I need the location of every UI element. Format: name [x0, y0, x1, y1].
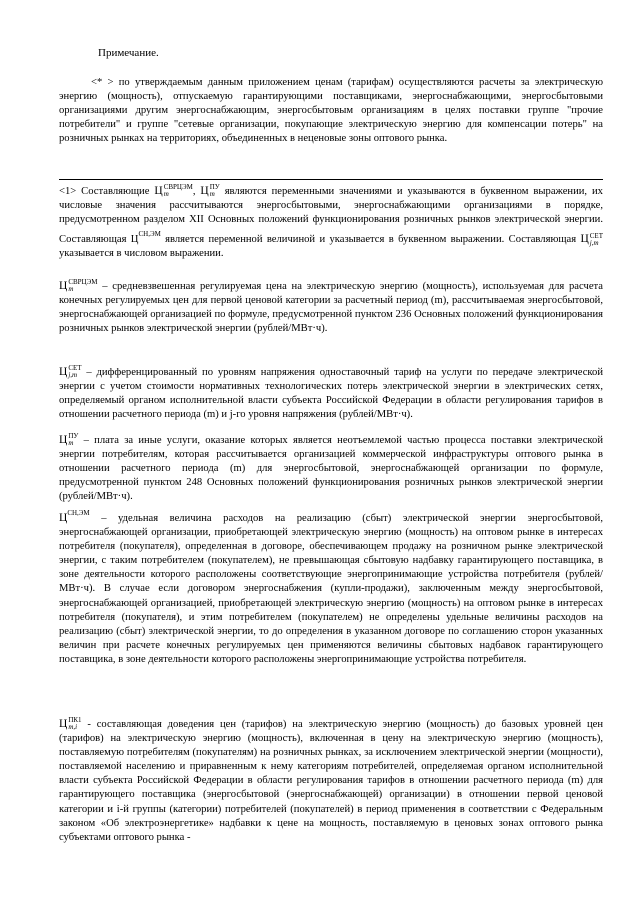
note-paragraph: <* > по утверждаемым данным приложением ценам (тарифам) осуществляются расчеты за электрическую энергию (мощность), отпускаемую гарантирующими поставщиками, энергоснабжающими, энергосбытовыми организациями другим энергоснабжающим, энергосбытовым организациям в целях поставки группе "прочие потребители" и группе "сетевые организации, покупающие электрическую энергию для компенсации потерь" на розничных рынках на территориях, объединенных в неценовые зоны оптового рынка. [59, 77, 603, 145]
footnote-1-text-a: <1> Составляющие [59, 186, 150, 197]
footnote-1-text-d: указывается в числовом выражении. [59, 248, 224, 260]
definition-svrcem: Ц СВРЦЭМ m – средневзвешенная регулируемая цена на электрическую энергию (мощность), используемая для расчета конечных регулируемых цен для первой ценовой категории за расчетный период (m), рассчитываемая энергосбытовой, энергоснабжающей организацией по формуле, предусмотренной пунктом 236 Основных положений функционирования розничных рынков электрической энергии (рублей/МВт·ч). [59, 278, 603, 335]
definition-pu: Ц ПУ m – плата за иные услуги, оказание которых является неотъемлемой частью процесса поставки электрической энергии потребителям, которая рассчитывается организацией коммерческой инфраструктуры оптового рынка в отношении расчетного периода (m) для энергосбытовой, энергоснабжающей организации по формуле, предусмотренной пунктом 248 Основных положений функционирования розничных рынков электрической энергии (рублей/МВт·ч). [59, 432, 603, 503]
definition-set: Ц СЕТ j,m – дифференцированный по уровням напряжения одноставочный тариф на услуги по передаче электрической энергии с учетом стоимости нормативных технологических потерь электрической энергии в электрических сетях, определяемый органом исполнительной власти субъекта Российской Федерации в области регулирования тарифов в отношении расчетного периода (m) и j-го уровня напряжения (рублей/МВт·ч). [59, 364, 603, 421]
symbol-c-svrcem: Ц СВРЦЭМ m [154, 183, 193, 199]
symbol-c-svrcem-2: Ц СВРЦЭМ m [59, 278, 98, 294]
footnote-1: <1> Составляющие Ц СВРЦЭМ m , Ц ПУ m являются переменными значениями и указываются в буквенном выражении, их числовые значения рассчитываются энергосбытовыми, энергоснабжающими организациями в порядке, предусмотренном разделом XII Основных положений функционирования розничных рынков электрической энергии. Составляющая $Ц^{СН,ЭМ}$ является переменной величиной и указывается в буквенном выражении. Составляющая Ц СЕТ j,m указывается в числовом выражении. [59, 183, 603, 260]
symbol-c-set: Ц СЕТ j,m [580, 231, 603, 247]
footnote-1-text-c: является переменной величиной и указывается в буквенном выражении. Составляющая [165, 234, 577, 246]
symbol-c-pu: Ц ПУ m [200, 183, 220, 199]
symbol-c-set-2: Ц СЕТ j,m [59, 364, 82, 380]
note-title: Примечание. [98, 47, 159, 59]
footnote-1-text-b: являются переменными значениями и указываются в буквенном выражении, их числовые значения рассчитываются энергосбытовыми, энергоснабжающими организациями в порядке, предусмотренном разделом XII Основных положений функционирования розничных рынков электрической энергии. Составляющая Ц [59, 186, 603, 246]
symbol-c-pu-2: Ц ПУ m [59, 432, 79, 448]
definition-sn-em: $Ц^{СН,ЭМ}$ – удельная величина расходов на реализацию (сбыт) электрической энергии энергосбытовой, энергоснабжающей организации, приобретающей электрическую энергию (мощность) на оптовом рынке в интересах потребителя (покупателя), определенная в договоре, обеспечивающем продажу на розничном рынке электрической энергии, с таким потребителем (покупателем), не превышающая сбытовую надбавку гарантирующего поставщика, в зоне деятельности которого расположены соответствующие энергопринимающие устройства потребителя (рублей/МВт·ч). В случае если договором энергоснабжения (купли-продажи), заключенным между энергосбытовой, энергоснабжающей организацией, приобретающей электрическую энергию (мощность) на оптовом рынке в интересах потребителя (покупателя), и этим потребителем (покупателем) не определены удельные величины расходов на реализацию (сбыт) электрической энергии, то до определения в указанном договоре по соглашению сторон указанных величин при расчете конечных регулируемых цен применяются величины сбытовых надбавок гарантирующего поставщика, в зоне деятельности которого расположены энергопринимающие устройства потребителя. [59, 506, 603, 667]
definition-pk1: Ц ПК1 m,i - составляющая доведения цен (тарифов) на электрическую энергию (мощность) до базовых уровней цен (тарифов) на электрическую энергию (мощность), включенная в цену на электрическую энергию (мощность), поставляемую потребителям (покупателям) на розничных рынках, за исключением электрической энергии (мощности), поставляемой населению и приравненным к нему категориям потребителей, определяемая органом исполнительной власти субъекта Российской Федерации в области регулирования тарифов в отношении расчетного периода (m) для гарантирующего поставщика (энергосбытовой (энергоснабжающей) организации) в отношении первой ценовой категории и i-й группы (категории) потребителей (покупателей) в период применения в соответствии с Федеральным законом «Об электроэнергетике» надбавки к цене на мощность, поставляемую в ценовых зонах оптового рынка субъектами оптового рынка - [59, 716, 603, 843]
symbol-c-sn-em: $Ц^{СН,ЭМ}$ [59, 509, 90, 524]
symbol-c-pk1: Ц ПК1 m,i [59, 716, 82, 732]
divider [59, 179, 603, 180]
